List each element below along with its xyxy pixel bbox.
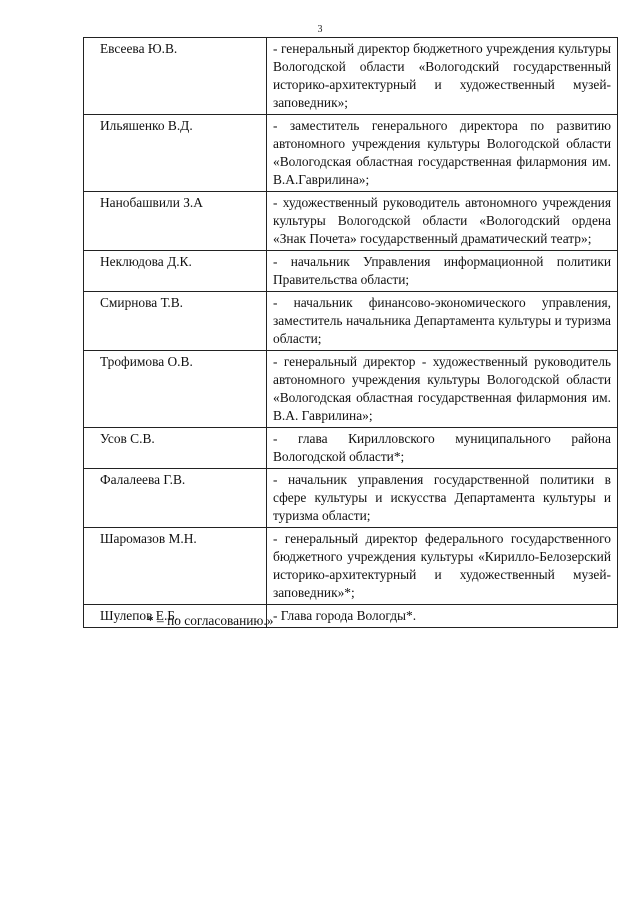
table-row	[84, 528, 618, 605]
member-role: - начальник Управления информационной политики Правительства области;	[267, 251, 618, 292]
member-name: Ильяшенко В.Д.	[84, 115, 267, 192]
member-name: Евсеева Ю.В.	[84, 38, 267, 115]
member-role: - генеральный директор - художественный руководитель автономного учреждения культуры Вологодской области «Вологодская областная государственная филармония им. В.А. Гаврилина»;	[267, 351, 618, 428]
member-role: - художественный руководитель автономного учреждения культуры Вологодской области «Вологодский ордена «Знак Почета» государственный драматический театр»;	[267, 192, 618, 251]
table-row	[84, 292, 618, 351]
member-role: - глава Кирилловского муниципального района Вологодской области*;	[267, 428, 618, 469]
member-name: Нанобашвили З.А	[84, 192, 267, 251]
member-name: Смирнова Т.В.	[84, 292, 267, 351]
member-name: Трофимова О.В.	[84, 351, 267, 428]
page-number: 3	[317, 24, 323, 35]
table-row	[84, 351, 618, 428]
member-name: Шулепов Е.Б.	[84, 605, 267, 628]
member-role: - начальник управления государственной политики в сфере культуры и искусства Департамента культуры и туризма области;	[267, 469, 618, 528]
footnote: * – по согласованию.»	[147, 613, 274, 628]
member-name: Шаромазов М.Н.	[84, 528, 267, 605]
member-name: Усов С.В.	[84, 428, 267, 469]
member-name: Неклюдова Д.К.	[84, 251, 267, 292]
member-role: - генеральный директор бюджетного учреждения культуры Вологодской области «Вологодский государственный историко-архитектурный и художественный музей-заповедник»;	[267, 38, 618, 115]
member-role: - начальник финансово-экономического управления, заместитель начальника Департамента культуры и туризма области;	[267, 292, 618, 351]
member-role: - Глава города Вологды*.	[267, 605, 618, 628]
table-row	[84, 428, 618, 469]
table-row	[84, 115, 618, 192]
table-row	[84, 38, 618, 115]
table-row	[84, 251, 618, 292]
table-row	[84, 192, 618, 251]
member-role: - генеральный директор федерального государственного бюджетного учреждения культуры «Кирилло-Белозерский историко-архитектурный и художественный музей-заповедник»*;	[267, 528, 618, 605]
member-name: Фалалеева Г.В.	[84, 469, 267, 528]
member-role: - заместитель генерального директора по развитию автономного учреждения культуры Вологодской области «Вологодская областная государственная филармония им. В.А.Гаврилина»;	[267, 115, 618, 192]
members-table	[83, 37, 618, 628]
table-row	[84, 469, 618, 528]
